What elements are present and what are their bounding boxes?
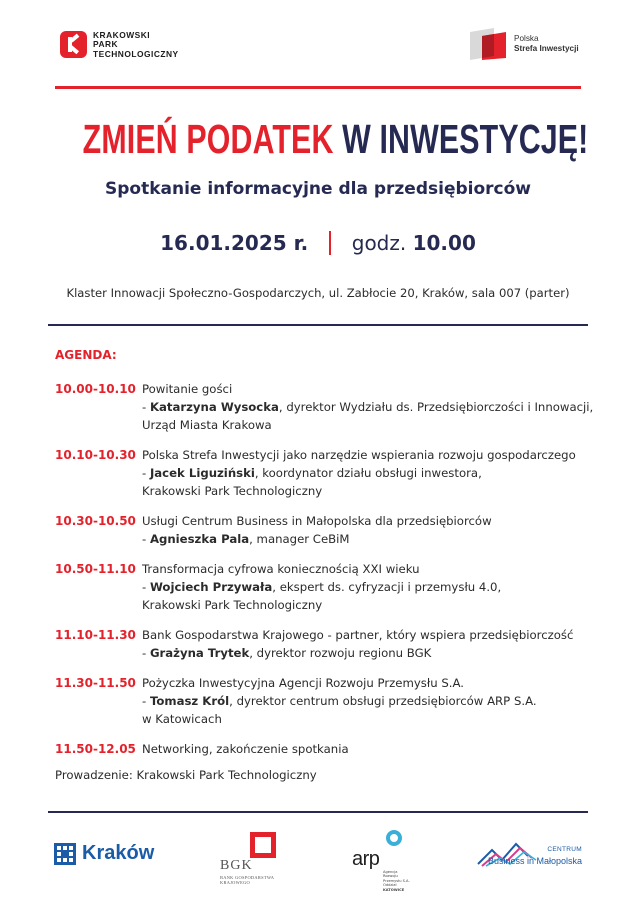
partner-logos [0,822,636,892]
agenda-role: , koordynator działu obsługi inwestora, [254,466,482,480]
agenda-extra: w Katowicach [142,712,222,726]
centrum-business-malopolska-logo [476,834,586,884]
psi-flag-icon [468,26,508,62]
krakow-logo [54,842,154,865]
bgk-logo-text: BGK [220,858,253,873]
arp-logo-text: arp [352,848,380,870]
agenda-item [55,740,595,758]
agenda-speaker: Tomasz Król [149,694,230,708]
agenda-speaker-line: - Wojciech Przywała, ekspert ds. cyfryzacji i przemysłu 4.0, [142,580,502,594]
agenda-extra: Krakowski Park Technologiczny [142,598,323,612]
agenda-role: , dyrektor Wydziału ds. Przedsiębiorczości i Innowacji, [278,400,594,414]
agenda-time: 11.30-11.50 [55,676,136,690]
agenda-body [142,560,501,614]
agenda-body [142,674,537,728]
psi-logo-text: Polska Strefa Inwestycji [514,34,579,53]
event-time-label: godz. [351,231,407,255]
agenda-item [55,380,595,434]
agenda-role: , dyrektor rozwoju regionu BGK [249,646,432,660]
event-time-value: 10.00 [412,231,476,255]
agenda-speaker: Grażyna Trytek [149,646,250,660]
arp-logo-subtext: Agencja Rozwoju Przemysłu S.A. Oddział KATOWICE [383,870,410,892]
page-title [82,112,589,166]
agenda-topic: Networking, zakończenie spotkania [142,742,349,756]
title-part-navy: W INWESTYCJĘ! [342,116,589,162]
agenda-item [55,560,595,614]
agenda-speaker-line: - Tomasz Król, dyrektor centrum obsługi przedsiębiorców ARP S.A. [142,694,537,708]
agenda-topic: Powitanie gości [142,382,233,396]
agenda-body [142,380,593,434]
agenda-body [142,626,573,662]
agenda-time: 10.10-10.30 [55,448,136,462]
agenda-time: 11.10-11.30 [55,628,136,642]
agenda-speaker: Agnieszka Pala [149,532,250,546]
bgk-logo-subtext: BANK GOSPODARSTWA KRAJOWEGO [220,875,275,885]
agenda-body [142,446,576,500]
agenda-list [55,380,595,770]
agenda-time: 10.00-10.10 [55,382,136,396]
datetime-separator [329,231,331,255]
agenda-body [142,740,349,758]
agenda-speaker-line: - Grażyna Trytek, dyrektor rozwoju regionu BGK [142,646,432,660]
bgk-square-icon [250,832,276,858]
agenda-extra: Krakowski Park Technologiczny [142,484,323,498]
cbm-logo-line2: Business in Małopolska [487,856,582,866]
header-divider [55,86,581,89]
agenda-extra: Urząd Miasta Krakowa [142,418,272,432]
page-subtitle: Spotkanie informacyjne dla przedsiębiorców [104,179,531,199]
divider-bottom [48,811,588,813]
header [0,0,636,88]
title-part-red: ZMIEŃ PODATEK [82,116,334,162]
agenda-heading: AGENDA: [55,348,117,362]
krakow-grid-icon [54,843,76,865]
agenda-item [55,446,595,500]
agenda-speaker: Katarzyna Wysocka [149,400,279,414]
agenda-speaker-line: - Jacek Liguziński, koordynator działu obsługi inwestora, [142,466,482,480]
agenda-topic: Polska Strefa Inwestycji jako narzędzie wspierania rozwoju gospodarczego [142,448,576,462]
krakow-logo-text: Kraków [82,842,155,864]
agenda-topic: Bank Gospodarstwa Krajowego - partner, który wspiera przedsiębiorczość [142,628,574,642]
agenda-time: 10.50-11.10 [55,562,136,576]
cbm-logo-line1: CENTRUM [547,846,582,853]
arp-logo [352,830,412,890]
agenda-role: , manager CeBiM [249,532,350,546]
event-venue: Klaster Innowacji Społeczno-Gospodarczych, ul. Zabłocie 20, Kraków, sala 007 (parter) [66,286,570,300]
kpt-logo-text: KRAKOWSKI PARK TECHNOLOGICZNY [93,30,179,59]
arp-ring-icon [386,830,402,846]
agenda-item [55,674,595,728]
moderator-note: Prowadzenie: Krakowski Park Technologiczny [55,768,317,782]
bgk-logo [220,832,290,886]
agenda-item [55,626,595,662]
agenda-speaker-line: - Agnieszka Pala, manager CeBiM [142,532,350,546]
krakowski-park-technologiczny-logo [60,31,179,59]
agenda-time: 10.30-10.50 [55,514,136,528]
kpt-k-icon [60,31,87,58]
event-datetime [0,231,636,255]
agenda-topic: Pożyczka Inwestycyjna Agencji Rozwoju Przemysłu S.A. [142,676,464,690]
agenda-speaker: Jacek Liguziński [149,466,255,480]
agenda-speaker-line: - Katarzyna Wysocka, dyrektor Wydziału ds. Przedsiębiorczości i Innowacji, [142,400,594,414]
agenda-topic: Transformacja cyfrowa koniecznością XXI wieku [142,562,420,576]
agenda-role: , ekspert ds. cyfryzacji i przemysłu 4.0, [272,580,502,594]
polska-strefa-inwestycji-logo [468,26,579,62]
divider-top [48,324,588,326]
agenda-topic: Usługi Centrum Business in Małopolska dla przedsiębiorców [142,514,492,528]
agenda-body [142,512,492,548]
agenda-speaker: Wojciech Przywała [149,580,273,594]
agenda-item [55,512,595,548]
agenda-time: 11.50-12.05 [55,742,136,756]
agenda-role: , dyrektor centrum obsługi przedsiębiorców ARP S.A. [229,694,537,708]
event-date: 16.01.2025 r. [160,231,309,255]
